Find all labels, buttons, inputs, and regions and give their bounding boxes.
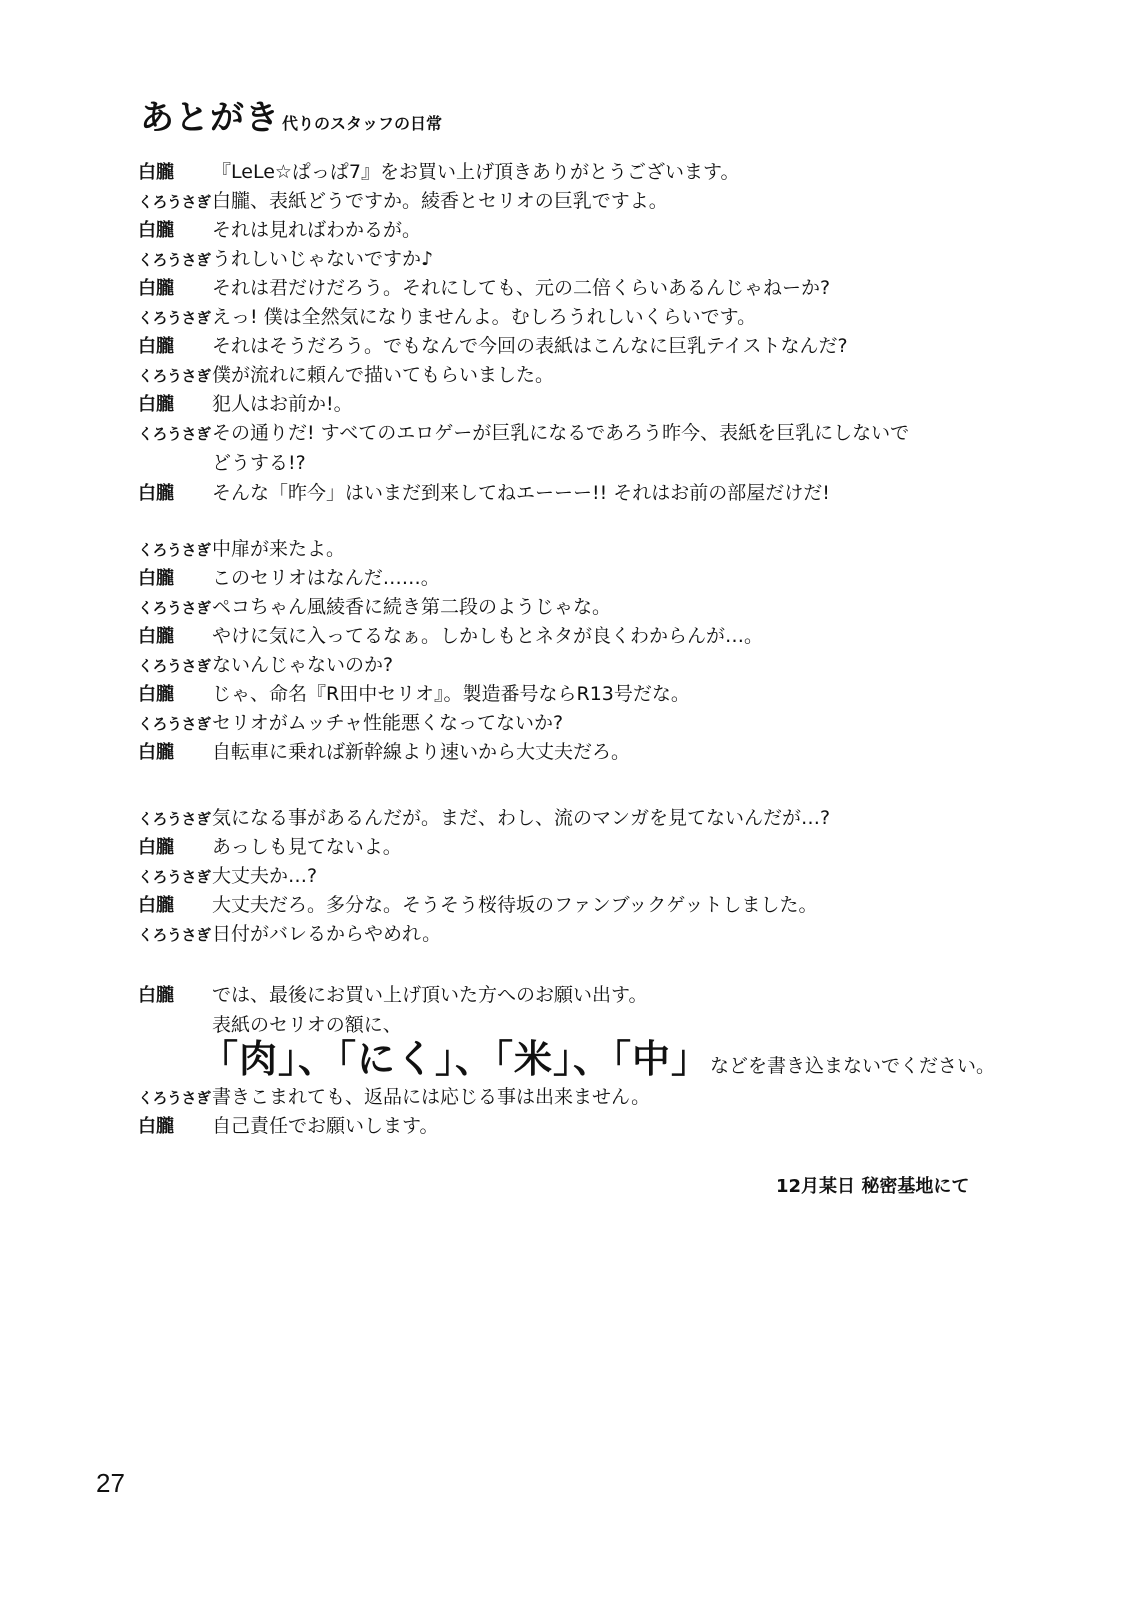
dialogue-line xyxy=(138,389,353,419)
page-number: 27 xyxy=(96,1468,125,1498)
speaker-name: くろうさぎ xyxy=(138,599,211,617)
title-sub: 代りのスタッフの日常 xyxy=(282,114,443,133)
dialogue-text: えっ! 僕は全然気になりませんよ。むしろうれしいくらいです。 xyxy=(212,306,757,328)
speaker-name: 白朧 xyxy=(138,985,174,1006)
dialogue-line xyxy=(138,861,317,891)
dialogue-text: 日付がバレるからやめれ。 xyxy=(212,923,442,945)
request-emphasis: 「肉」、「にく」、「米」、「中」 xyxy=(200,1037,711,1081)
speaker-name: 白朧 xyxy=(138,220,174,241)
page-title xyxy=(140,90,442,139)
title-main: あとがき xyxy=(140,98,280,138)
dialogue-text: このセリオはなんだ……。 xyxy=(212,567,440,589)
dialogue-line xyxy=(138,803,830,833)
dialogue-text: そんな「昨今」はいまだ到来してねエーーー!! それはお前の部屋だけだ! xyxy=(212,482,830,504)
speaker-name: くろうさぎ xyxy=(138,367,211,385)
dialogue-text: 書きこまれても、返品には応じる事は出来ません。 xyxy=(212,1086,651,1108)
speaker-name: くろうさぎ xyxy=(138,251,211,269)
speaker-name: 白朧 xyxy=(138,742,174,763)
speaker-name: くろうさぎ xyxy=(138,657,211,675)
dialogue-text: ないんじゃないのか? xyxy=(212,654,394,676)
speaker-name: くろうさぎ xyxy=(138,715,211,733)
dialogue-continuation: どうする!? xyxy=(212,452,306,474)
dialogue-text: ペコちゃん風綾香に続き第二段のようじゃな。 xyxy=(212,596,612,618)
speaker-name: 白朧 xyxy=(138,837,174,858)
speaker-name: くろうさぎ xyxy=(138,193,211,211)
dialogue-line xyxy=(138,890,818,920)
dialogue-text: 自転車に乗れば新幹線より速いから大丈夫だろ。 xyxy=(212,741,631,763)
dialogue-line xyxy=(138,919,441,949)
dialogue-text: やけに気に入ってるなぁ。しかしもとネタが良くわからんが…。 xyxy=(212,625,764,647)
dialogue-line xyxy=(138,360,554,390)
dialogue-text: あっしも見てないよ。 xyxy=(212,836,402,858)
dialogue-text: 僕が流れに頼んで描いてもらいました。 xyxy=(212,364,555,386)
dialogue-text: 中扉が来たよ。 xyxy=(212,538,346,560)
request-line xyxy=(200,1028,995,1083)
dialogue-text: 自己責任でお願いします。 xyxy=(212,1115,439,1137)
dialogue-text: 犯人はお前か!。 xyxy=(212,393,353,415)
dialogue-line xyxy=(138,331,848,361)
dialogue-text: それはそうだろう。でもなんで今回の表紙はこんなに巨乳テイストなんだ? xyxy=(212,335,848,357)
dialogue-line xyxy=(138,650,393,680)
dialogue-line xyxy=(138,478,830,508)
dialogue-line xyxy=(138,1111,438,1141)
dialogue-line xyxy=(138,244,433,274)
dialogue-text: セリオがムッチャ性能悪くなってないか? xyxy=(212,712,564,734)
dialogue-line xyxy=(138,186,668,216)
dialogue-line xyxy=(138,563,440,593)
dialogue-text: それは君だけだろう。それにしても、元の二倍くらいあるんじゃねーか? xyxy=(212,277,831,299)
speaker-name: くろうさぎ xyxy=(138,926,211,944)
dialogue-text: じゃ、命名『R田中セリオ』。製造番号ならR13号だな。 xyxy=(212,683,690,705)
dialogue-line xyxy=(138,980,647,1010)
dialogue-line xyxy=(138,418,909,448)
dialogue-text: それは見ればわかるが。 xyxy=(212,219,422,241)
dialogue-line xyxy=(138,1082,650,1112)
dialogue-line xyxy=(138,534,345,564)
dialogue-line xyxy=(138,302,756,332)
dialogue-text: うれしいじゃないですか♪ xyxy=(212,248,434,270)
speaker-name: くろうさぎ xyxy=(138,541,211,559)
dialogue-text: 大丈夫だろ。多分な。そうそう桜待坂のファンブックゲットしました。 xyxy=(212,894,818,916)
request-rest: などを書き込まないでください。 xyxy=(710,1055,996,1077)
dialogue-text: 気になる事があるんだが。まだ、わし、流のマンガを見てないんだが…? xyxy=(212,807,831,829)
dialogue-line xyxy=(138,832,402,862)
speaker-name: 白朧 xyxy=(138,895,174,916)
speaker-name: くろうさぎ xyxy=(138,309,211,327)
speaker-name: 白朧 xyxy=(138,162,174,183)
speaker-name: 白朧 xyxy=(138,684,174,705)
dialogue-line xyxy=(138,737,630,767)
speaker-name: くろうさぎ xyxy=(138,810,211,828)
speaker-name: 白朧 xyxy=(138,336,174,357)
signature: 12月某日 秘密基地にて xyxy=(776,1176,970,1197)
speaker-name: 白朧 xyxy=(138,278,174,299)
speaker-name: くろうさぎ xyxy=(138,1089,211,1107)
speaker-name: 白朧 xyxy=(138,394,174,415)
dialogue-text: では、最後にお買い上げ頂いた方へのお願い出す。 xyxy=(212,984,648,1006)
speaker-name: くろうさぎ xyxy=(138,868,211,886)
dialogue-line xyxy=(138,621,763,651)
speaker-name: 白朧 xyxy=(138,568,174,589)
dialogue-line xyxy=(138,273,830,303)
speaker-name: くろうさぎ xyxy=(138,425,211,443)
dialogue-text: 『LeLe☆ぱっぱ7』をお買い上げ頂きありがとうございます。 xyxy=(212,161,740,183)
dialogue-line xyxy=(138,157,740,187)
dialogue-line xyxy=(138,708,563,738)
dialogue-text: その通りだ! すべてのエロゲーが巨乳になるであろう昨今、表紙を巨乳にしないで xyxy=(212,422,910,444)
speaker-name: 白朧 xyxy=(138,1116,174,1137)
dialogue-text: 大丈夫か…? xyxy=(212,865,318,887)
dialogue-continuation: 表紙のセリオの額に、 xyxy=(212,1014,402,1036)
dialogue-line xyxy=(138,215,421,245)
speaker-name: 白朧 xyxy=(138,483,174,504)
dialogue-line xyxy=(138,679,690,709)
speaker-name: 白朧 xyxy=(138,626,174,647)
dialogue-text: 白朧、表紙どうですか。綾香とセリオの巨乳ですよ。 xyxy=(212,190,668,212)
dialogue-line xyxy=(138,592,611,622)
